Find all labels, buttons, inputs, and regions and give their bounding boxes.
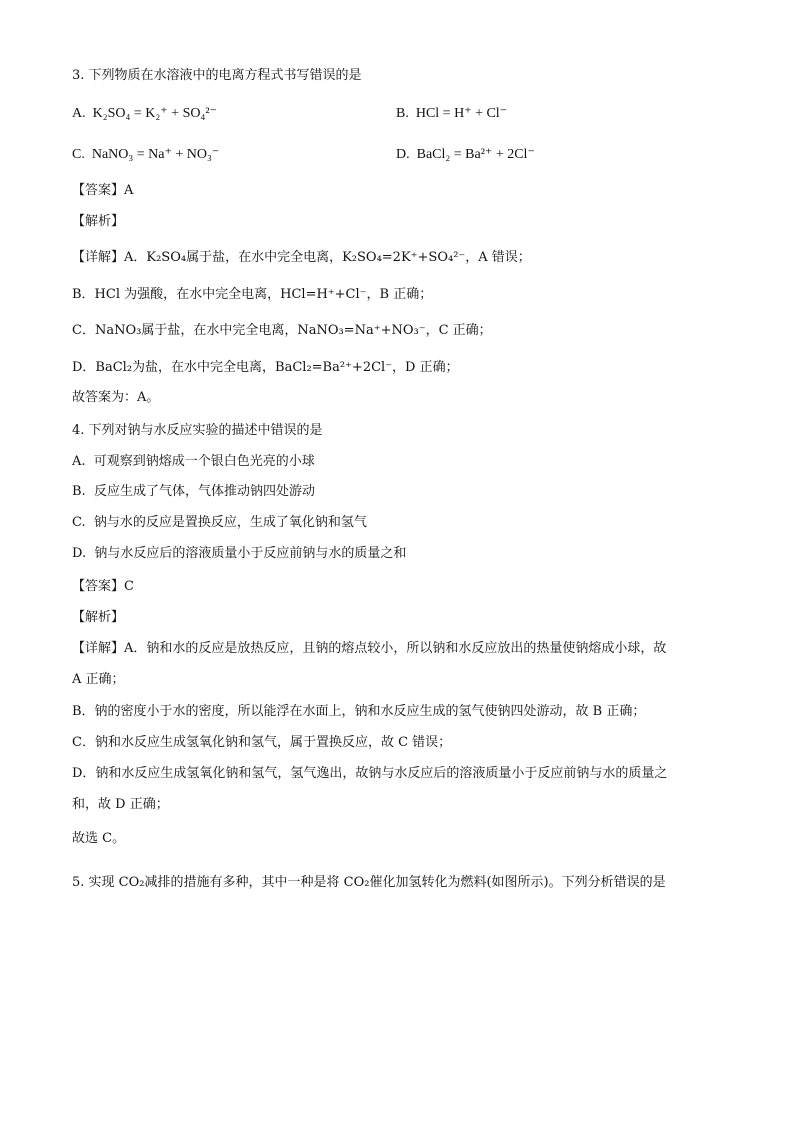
- q3-option-b: B. HCl = H⁺ + Cl⁻: [396, 106, 508, 121]
- q3-detail-c: C．NaNO₃属于盐，在水中完全电离，NaNO₃=Na⁺+NO₃⁻，C 正确；: [72, 323, 492, 338]
- q4-detail-c: C．钠和水反应生成氢氧化钠和氢气，属于置换反应，故 C 错误；: [72, 735, 452, 750]
- q4-detail-a-line2: A 正确；: [72, 672, 125, 687]
- q5-stem: 5. 实现 CO₂减排的措施有多种，其中一种是将 CO₂催化加氢转化为燃料(如图所示)。下列分析错误的是: [72, 875, 666, 890]
- q4-detail-d-line1: D．钠和水反应生成氢氧化钠和氢气，氢气逸出，故钠与水反应后的溶液质量小于反应前钠与水的质量之: [72, 766, 668, 781]
- q3-detail-b: B．HCl 为强酸，在水中完全电离，HCl=H⁺+Cl⁻，B 正确；: [72, 287, 433, 302]
- q4-option-c: C. 钠与水的反应是置换反应，生成了氧化钠和氢气: [72, 515, 367, 530]
- q3-analysis-tag: 【解析】: [72, 214, 125, 229]
- q4-stem: 4. 下列对钠与水反应实验的描述中错误的是: [72, 423, 323, 438]
- q4-option-d: D. 钠与水反应后的溶液质量小于反应前钠与水的质量之和: [72, 546, 407, 561]
- q4-analysis-tag: 【解析】: [72, 610, 125, 625]
- q4-option-a: A. 可观察到钠熔成一个银白色光亮的小球: [72, 454, 315, 469]
- q4-detail-d-line2: 和，故 D 正确；: [72, 797, 169, 812]
- q3-answer: 【答案】A: [72, 183, 134, 198]
- q4-conclusion: 故选 C。: [72, 831, 126, 846]
- q4-option-b: B. 反应生成了气体，气体推动钠四处游动: [72, 484, 315, 499]
- q4-answer: 【答案】C: [72, 579, 134, 594]
- q3-conclusion: 故答案为：A。: [72, 390, 160, 405]
- q3-option-c: C. NaNO₃ = Na⁺ + NO₃⁻: [72, 147, 220, 162]
- q4-detail-b: B．钠的密度小于水的密度，所以能浮在水面上，钠和水反应生成的氢气使钠四处游动，故 B 正确；: [72, 704, 646, 719]
- q3-stem: 3. 下列物质在水溶液中的电离方程式书写错误的是: [72, 68, 362, 83]
- q4-detail-a-line1: 【详解】A．钠和水的反应是放热反应，且钠的熔点较小，所以钠和水反应放出的热量使钠熔成小球，故: [72, 641, 667, 656]
- q3-option-d: D. BaCl₂ = Ba²⁺ + 2Cl⁻: [396, 147, 535, 162]
- q3-detail-d: D．BaCl₂为盐，在水中完全电离，BaCl₂=Ba²⁺+2Cl⁻，D 正确；: [72, 360, 459, 375]
- q3-option-a: A. K₂SO₄ = K₂⁺ + SO₄²⁻: [72, 106, 217, 121]
- q3-detail-a: 【详解】A．K₂SO₄属于盐，在水中完全电离，K₂SO₄=2K⁺+SO₄²⁻，A 错误；: [72, 250, 531, 265]
